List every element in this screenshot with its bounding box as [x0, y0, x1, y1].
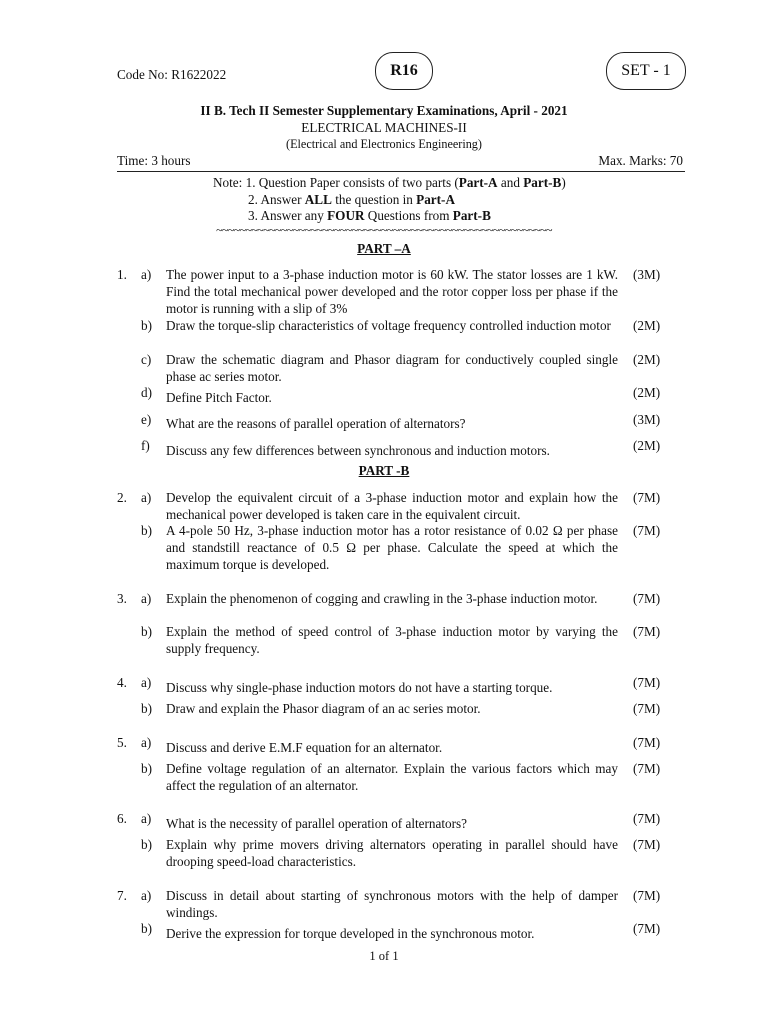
- sub-label: a): [141, 591, 152, 606]
- question-text: Explain the phenomenon of cogging and crawling in the 3-phase induction motor.: [166, 591, 598, 606]
- question-text: Discuss in detail about starting of synchronous motors with the help of damper windings.: [166, 888, 618, 920]
- sub-label: c): [141, 352, 152, 367]
- note-bold: Part-B: [452, 208, 491, 223]
- note-bold: ALL: [304, 192, 332, 207]
- max-marks: Max. Marks: 70: [598, 153, 683, 168]
- question-text: Discuss any few differences between synchronous and induction motors.: [166, 443, 550, 458]
- note-text: Note: 1. Question Paper consists of two parts (: [213, 175, 459, 190]
- marks: (2M): [633, 352, 661, 367]
- note-bold: Part-A: [458, 175, 498, 190]
- marks: (7M): [633, 591, 661, 606]
- question-text: Discuss and derive E.M.F equation for an alternator.: [166, 740, 443, 755]
- sub-label: e): [141, 412, 152, 427]
- question-number: 5.: [117, 735, 127, 750]
- question-number: 1.: [117, 267, 127, 282]
- subject-title: ELECTRICAL MACHINES-II: [301, 120, 467, 135]
- sub-label: b): [141, 701, 152, 716]
- sub-label: b): [141, 624, 152, 639]
- question-text: Draw the torque-slip characteristics of voltage frequency controlled induction motor: [166, 318, 611, 333]
- sub-label: a): [141, 267, 152, 282]
- sub-label: b): [141, 921, 152, 936]
- note-text: Questions from: [364, 208, 453, 223]
- question-text: Derive the expression for torque developed in the synchronous motor.: [166, 926, 535, 941]
- question-number: 6.: [117, 811, 127, 826]
- note-bold: Part-B: [523, 175, 562, 190]
- header-rule: [117, 171, 685, 172]
- question-number: 3.: [117, 591, 127, 606]
- marks: (7M): [633, 490, 661, 505]
- question-text: Explain why prime movers driving alternators operating in parallel should have drooping speed-load characteristics.: [166, 837, 618, 869]
- branch: (Electrical and Electronics Engineering): [286, 137, 482, 151]
- part-b-title: PART -B: [358, 463, 410, 478]
- marks: (7M): [633, 837, 661, 852]
- marks: (7M): [633, 921, 661, 936]
- marks: (7M): [633, 523, 661, 538]
- question-text: Draw and explain the Phasor diagram of an ac series motor.: [166, 701, 481, 716]
- note-text: ): [561, 175, 566, 190]
- question-text: Define Pitch Factor.: [166, 390, 272, 405]
- note-text: 3. Answer any: [248, 208, 328, 223]
- marks: (7M): [633, 675, 661, 690]
- marks: (7M): [633, 761, 661, 776]
- sub-label: a): [141, 490, 152, 505]
- sub-label: f): [141, 438, 150, 453]
- question-text: Explain the method of speed control of 3-phase induction motor by varying the supply frequency.: [166, 624, 618, 656]
- question-text: What are the reasons of parallel operation of alternators?: [166, 416, 466, 431]
- question-number: 4.: [117, 675, 127, 690]
- note-line-2: [248, 191, 455, 208]
- sub-label: b): [141, 837, 152, 852]
- marks: (3M): [633, 267, 661, 282]
- marks: (7M): [633, 811, 661, 826]
- marks: (2M): [633, 438, 661, 453]
- sub-label: a): [141, 735, 152, 750]
- tilde-separator: ~~~~~~~~~~~~~~~~~~~~~~~~~~~~~~~~~~~~~~~~~~~~~~~~~~~~~~~~~: [216, 223, 552, 237]
- marks: (3M): [633, 412, 661, 427]
- question-text: The power input to a 3-phase induction motor is 60 kW. The stator losses are 1 kW. Find the total mechanical power developed and the rotor copper loss per phase if the motor is running with a slip of 3%: [166, 267, 618, 316]
- marks: (7M): [633, 888, 661, 903]
- note-text: and: [497, 175, 524, 190]
- code-number: Code No: R1622022: [117, 67, 227, 82]
- marks: (7M): [633, 701, 661, 716]
- sub-label: d): [141, 385, 152, 400]
- question-text: Develop the equivalent circuit of a 3-phase induction motor and explain how the mechanical power developed is taken care in the equivalent circuit.: [166, 490, 618, 522]
- marks: (7M): [633, 624, 661, 639]
- set-badge: SET - 1: [606, 52, 686, 90]
- marks: (7M): [633, 735, 661, 750]
- question-number: 2.: [117, 490, 127, 505]
- marks: (2M): [633, 385, 661, 400]
- question-text: Define voltage regulation of an alternator. Explain the various factors which may affect the regulation of an alternator.: [166, 761, 618, 793]
- question-text: Discuss why single-phase induction motors do not have a starting torque.: [166, 680, 553, 695]
- question-text: A 4-pole 50 Hz, 3-phase induction motor has a rotor resistance of 0.02 Ω per phase and standstill reactance of 0.5 Ω per phase. Calculate the speed at which the maximum torque is developed.: [166, 523, 618, 572]
- part-a-title: PART –A: [357, 241, 411, 256]
- marks: (2M): [633, 318, 661, 333]
- note-text: the question in: [331, 192, 417, 207]
- sub-label: a): [141, 811, 152, 826]
- time: Time: 3 hours: [117, 153, 191, 168]
- note-text: 2. Answer: [248, 192, 305, 207]
- page-number: 1 of 1: [369, 949, 399, 963]
- sub-label: a): [141, 888, 152, 903]
- question-text: What is the necessity of parallel operation of alternators?: [166, 816, 467, 831]
- note-line-1: [213, 174, 566, 191]
- exam-title: II B. Tech II Semester Supplementary Examinations, April - 2021: [200, 103, 568, 118]
- question-text: Draw the schematic diagram and Phasor diagram for conductively coupled single phase ac series motor.: [166, 352, 618, 384]
- sub-label: b): [141, 761, 152, 776]
- sub-label: a): [141, 675, 152, 690]
- regulation-badge: R16: [375, 52, 433, 90]
- sub-label: b): [141, 318, 152, 333]
- note-bold: Part-A: [416, 192, 455, 207]
- sub-label: b): [141, 523, 152, 538]
- note-bold: FOUR: [327, 208, 365, 223]
- question-number: 7.: [117, 888, 127, 903]
